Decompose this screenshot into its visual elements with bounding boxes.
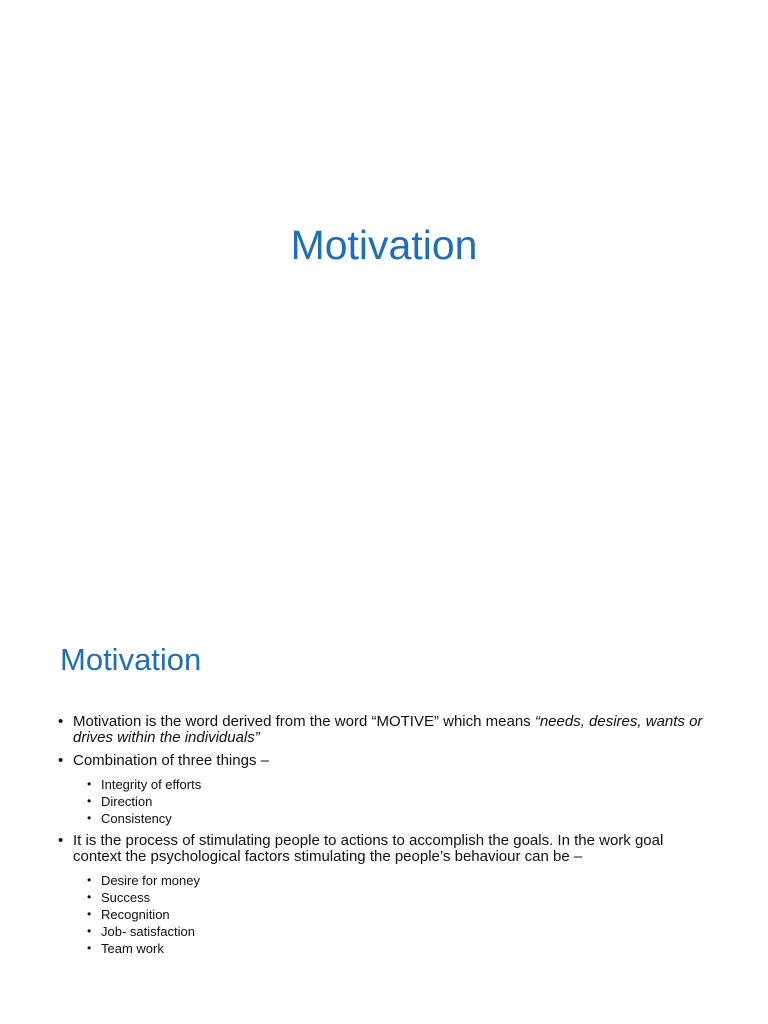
bullet-icon: • [87,941,92,955]
list-group [58,833,708,957]
sub-item-text: Integrity of efforts [101,777,202,792]
bullet-icon: • [58,752,64,769]
item-text: Motivation is the word derived from the word “MOTIVE” which means [73,713,535,730]
sub-list-item [87,810,708,827]
sub-list-item [87,889,708,906]
bullet-icon: • [87,890,92,904]
sub-list-item [87,776,708,793]
bullet-icon: • [87,924,92,938]
bullet-icon: • [87,907,92,921]
sub-item-text: Success [101,890,151,905]
bullet-icon: • [58,713,64,730]
bullet-icon: • [87,873,92,887]
slide-heading: Motivation [60,642,202,677]
sub-item-text: Team work [101,941,164,956]
sub-list-item [87,923,708,940]
sub-item-text: Desire for money [101,873,200,888]
sub-item-text: Consistency [101,811,172,826]
list-group [58,714,708,746]
slide-title: Motivation [290,222,478,268]
bullet-icon: • [58,832,64,849]
content-slide [0,610,768,1024]
bullet-icon: • [87,777,92,791]
item-text: Combination of three things – [73,752,269,769]
list-group [58,753,708,827]
list-item [58,753,708,769]
item-italic-text: “needs, desires, wants or drives within the individuals” [73,713,703,746]
sub-list-item [87,793,708,810]
list-item [58,833,708,865]
sub-item-text: Direction [101,794,153,809]
sub-item-text: Job- satisfaction [101,924,195,939]
list-item [58,714,708,746]
sub-item-text: Recognition [101,907,170,922]
sub-list-item [87,940,708,957]
bullet-icon: • [87,794,92,808]
item-text: It is the process of stimulating people to actions to accomplish the goals. In the work goal context the psychological factors stimulating the people’s behaviour can be – [73,832,664,865]
bullet-list [58,714,708,963]
sub-list [87,872,708,957]
sub-list [87,776,708,827]
sub-list-item [87,906,708,923]
bullet-icon: • [87,811,92,825]
sub-list-item [87,872,708,889]
